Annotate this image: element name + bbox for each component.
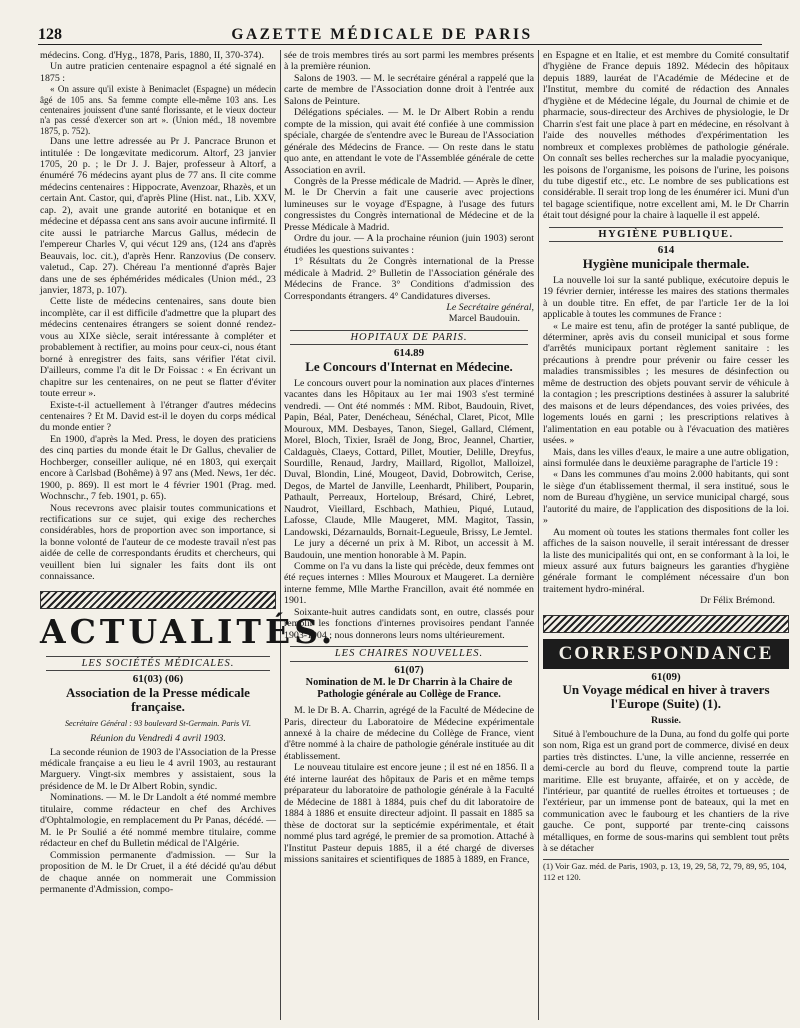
paragraph: Comme on l'a vu dans la liste qui précède, deux femmes ont été reçues internes : Mlles Mouroux et Maugeret. La dernière interne femme, Mlle Marthe Francillon, avait été nommée en 1901. (284, 561, 534, 607)
paragraph: Dans une lettre adressée au Pr J. Pancrace Brunon et intitulée : De longævitate medicorum. Altorf, 23 janvier 1705, 20 p. ; le Dr J. J. Bajer, professeur à Altorf, a énuméré 76 médecins ayant plus de 77 ans. Il cite comme médecins centenaires : Hippocrate, Avenzoar, Rhazès, et un certain Ant. Castor, qui, d'après Pline (Hist. nat., Lib. XXV, cap. 2), avait une grande autorité en botanique et en médecine et dépassa cent ans sans avoir aucune infirmité. Il cite aussi le patriarche Marcus Gallus, médecin de l'empereur Charles V, qui vécut 129 ans, (124 ans d'après Beauvais, loc. cit.), d'après Henr. Ranzovius (De conserv. valetud., Cap. 27). Chéreau l'a mentionné d'après Bajer dans une de ses éphémérides médicales (Union méd., 23 janvier, 1873, p. 107). (40, 136, 276, 296)
journal-title: GAZETTE MÉDICALE DE PARIS (231, 26, 533, 43)
article-number: 61(09) (651, 670, 681, 683)
ornamental-rule (543, 615, 789, 633)
paragraph: médecins. Cong. d'Hyg., 1878, Paris, 1880, II, 370-374). (40, 50, 264, 61)
paragraph: Soixante-huit autres candidats sont, en outre, classés pour remplir les fonctions d'internes provisoires pendant l'année 1903-1904 ; nous donnerons leurs noms ultérieurement. (284, 606, 534, 641)
paragraph: Nous recevrons avec plaisir toutes communications et rectifications sur ce sujet, qui exige des recherches considérables, hors de proportion avec son importance, si la bonne volonté de l'auteur de ce modeste travail n'est pas aidée de celle de correspondants érudits et chercheurs, qui veuillent bien lui signaler les faits dont ils ont connaissance. (40, 502, 276, 583)
paragraph: Congrès de la Presse médicale de Madrid. — Après le dîner, M. le Dr Chervin a fait une causerie avec projections lumineuses sur le voyage d'Espagne, à l'usage des futurs congressistes du Congrès international de Médecine et de la Presse Médicale à Madrid. (284, 175, 534, 233)
article-title: Le Concours d'Internat en Médecine. (305, 358, 513, 374)
footnote: (1) Voir Gaz. méd. de Paris, 1903, p. 13, 19, 29, 58, 72, 79, 89, 95, 104, 112 et 120. (543, 859, 789, 884)
section-heading: HOPITAUX DE PARIS. (290, 330, 528, 345)
paragraph: Le jury a décerné un prix à M. Ribot, un accessit à M. Baudouin, une mention honorable à M. Papin. (284, 538, 534, 561)
secretary-line: Secrétaire Général : 93 boulevard St-Germain. Paris VI. (64, 718, 252, 728)
ornamental-rule (40, 591, 276, 609)
paragraph: Cette liste de médecins centenaires, sans doute bien incomplète, car il est difficile d'admettre que la plupart des médecins centenaires étrangers se soient donné rendez-vous au XIXe siècle, serait intéressante à compléter et probablement à rectifier, au moins pour ceux-ci, nous étant borné à enregistrer des faits, sans vérifier l'état civil. D'ailleurs, comme l'a dit le Dr Foissac : « En écrivant un chapitre sur les centenaires, on ne peut se flatter d'éviter toute erreur ». (40, 296, 276, 400)
article-title: Hygiène municipale thermale. (582, 255, 750, 271)
paragraph: Commission permanente d'admission. — Sur la proposition de M. le Dr Cruet, il a été décidé qu'au début de chaque année on nommerait une Commission permanente d'Admission, compo- (40, 849, 276, 895)
article-title: Un Voyage médical en hiver à travers l'Europe (Suite) (1). (562, 682, 770, 712)
paragraph: Le concours ouvert pour la nomination aux places d'internes vacantes dans les Hôpitaux au 1er mai 1903 s'est terminé vendredi. — Ont été nommés : MM. Ribot, Baudouin, Rivet, Papin, Béal, Pater, Denécheau, Sénéchal, Claret, Picot, Mlle Mouroux, MM. Desbayes, Tanon, Siegel, Gallard, Clément, Morel, Bloch, Tixier, Israël de Jong, Broc, Jeannel, Chartier, Caldaguès, Claeys, Cottard, Pillet, Moutier, Delille, Dreyfus, Sourdille, Renaud, Jardry, Maillard, Rigollot, Malloizel, Duval, Blondin, Liné, Mougeot, David, Dobrowitch, Cerise, Degos, de Martel de Janville, Leenhardt, Philibert, Pouparin, Pathault, Perreaux, Horteloup, Brésard, Chiré, Lebret, Naudrot, Vieillard, Eschbach, Mathieu, Piqué, Lutaud, Lafosse, Claude, Mlle Maugeret, MM. Magitot, Tassin, Landowski, Dézarnaulds, Bornait-Legueule, Brissy, Le Jemtel. (284, 377, 534, 538)
paragraph: Un autre praticien centenaire espagnol a été signalé en 1875 : (40, 61, 276, 84)
article-number: 61(07) (394, 663, 424, 676)
page-header (38, 24, 762, 45)
column-1 (40, 50, 337, 1020)
paragraph: La nouvelle loi sur la santé publique, exécutoire depuis le 19 février dernier, intéresse les maires des stations thermales à un double titre. En effet, de par l'article 1er de la loi applicable à toutes les communes de France : (543, 274, 789, 321)
paragraph: Salons de 1903. — M. le secrétaire général a rappelé que la carte de membre de l'Association donne droit à l'entrée aux Salons de Peinture. (284, 72, 534, 107)
paragraph: Nominations. — M. le Dr Landolt a été nommé membre titulaire, comme rédacteur en chef des Archives d'Ophtalmologie, en remplacement du Pr Panas, décédé. — M. le Pr Soulié a été nommé membre titulaire, comme rédacteur en chef du Bulletin médical de l'Algérie. (40, 792, 276, 850)
paragraph: Existe-t-il actuellement à l'étranger d'autres médecins centenaires ? Et M. David est-il le doyen du corps médical du monde entier ? (40, 399, 276, 434)
article-subheading: Russie. (651, 715, 681, 727)
page-number: 128 (38, 26, 62, 43)
column-2 (284, 50, 534, 1020)
section-heading: LES CHAIRES NOUVELLES. (290, 646, 528, 661)
correspondance-banner: CORRESPONDANCE (543, 639, 789, 669)
paragraph: sée de trois membres tirés au sort parmi les membres présents à la première réunion. (284, 50, 534, 73)
article-number: 614 (657, 244, 675, 257)
column-3 (543, 50, 789, 1020)
section-heading: HYGIÈNE PUBLIQUE. (549, 227, 783, 242)
signature: Dr Félix Brémond. (700, 595, 775, 607)
paragraph: M. le Dr B. A. Charrin, agrégé de la Faculté de Médecine de Paris, directeur du Laboratoire de Médecine expérimentale annexé à la chaire de médecine du Collège de France, vient d'être nommé à la chaire de pathologie générale instituée au dit établissement. (284, 705, 534, 762)
paragraph: en Espagne et en Italie, et est membre du Comité consultatif d'hygiène de France depuis 1892. Médecin des hôpitaux depuis 1889, lauréat de l'Académie de Médecine et de l'Institut, membre du comité de rédaction des Annales d'hygiène et de Médecine légale, du Journal de chimie et de pharmacie, sous-directeur des Archives de physiologie, le Dr Charrin s'est fait une place à part en médecine, en résolvant à l'aide des nouvelles méthodes d'expérimentation les nombreux et complexes problèmes de pathologie générale. On connaît ses belles recherches sur la maladie pyocyanique, les poisons de l'organisme, les poisons de l'urine, les poisons du tube digestif etc., etc. Le nombre de ses publications est considérable. Il serait trop long de les énumérer ici. Muni d'un tel bagage scientifique, notre excellent ami, M. le Dr Charrin était tout désigné pour la chaire à laquelle il est appelé. (543, 50, 789, 222)
meeting-date: Réunion du Vendredi 4 avril 1903. (90, 733, 226, 745)
paragraph: Ordre du jour. — A la prochaine réunion (juin 1903) seront étudiées les questions suivantes : (284, 233, 534, 256)
paragraph: La seconde réunion de 1903 de l'Association de la Presse médicale française a eu lieu le 4 avril 1903, au restaurant Marguery. Vingt-six membres y assistaient, sous la présidence de M. le Dr Albert Robin, syndic. (40, 746, 276, 792)
paragraph: Au moment où toutes les stations thermales font coller les affiches de la saison nouvelle, il serait intéressant de dresser la liste des municipalités qui ont, en se conformant à la loi, le mieux assuré aux futurs baigneurs les garanties d'hygiène générale formant le complément nécessaire d'un bon traitement hydro-minéral. (543, 526, 789, 595)
paragraph: « Le maire est tenu, afin de protéger la santé publique, de déterminer, après avis du conseil municipal et sous forme d'arrêtés municipaux portant règlement sanitaire : les précautions à prendre pour prévenir ou faire cesser les maladies transmissibles ; les mesures de désinfection ou même de destruction des objets pouvant servir de véhicule à la contagion ; les prescriptions destinées à assurer la salubrité des maisons et de leurs dépendances, des voies privées, des logements loués en garni ; les prescriptions relatives à l'alimentation en eau potable ou à l'évacuation des matières usées. » (543, 320, 789, 447)
article-number: 61(03) (06) (132, 673, 184, 686)
paragraph: Le nouveau titulaire est encore jeune ; il est né en 1856. Il a été interne lauréat des hôpitaux de Paris et en même temps préparateur du laboratoire de pathologie générale à la Faculté de Médecine de 1881 à 1884, puis chef du dit laboratoire de 1884 à 1886 et ensuite directeur adjoint. Il passait en 1885 sa thèse de doctorat sur la septicémie expérimentale, et était nommé plus tard agrégé, le premier de sa promotion. Attaché à l'Institut Pasteur depuis 1885, il a été chargé de diverses missions sanitaires et scientifiques de 1885 à 1889, en France, (284, 762, 534, 865)
paragraph: « Dans les communes d'au moins 2.000 habitants, qui sont le siège d'un établissement thermal, il sera institué, sous le nom de Bureau d'hygiène, un service municipal chargé, sous l'autorité du maire, de l'application des dispositions de la loi. » (543, 469, 789, 527)
article-number: 614.89 (393, 347, 425, 360)
paragraph: En 1900, d'après la Med. Press, le doyen des praticiens des cinq parties du monde était le Dr Gallus, chevalier de Hochberger, conseiller aulique, né en 1803, qui exerçait encore à Carlsbad (Bohême) à 97 ans (Med. News, 1er déc. 1900, p. 869). Il est mort le 4 février 1901 (Prag. med. Wochnschr., 7 feb. 1901, p. 65). (40, 433, 276, 503)
paragraph: Délégations spéciales. — M. le Dr Albert Robin a rendu compte de la mission, qui avait été confiée à une commission spéciale, chargée de s'entendre avec le Bureau de l'Association générale des Médecins de France. — On reste dans le statu quo ante, en attendant le vote de l'Assemblée générale de cette Association en avril. (284, 107, 534, 176)
article-title: Association de la Presse médicale française. (66, 684, 250, 714)
actualites-banner: ACTUALITÉS. (40, 611, 337, 651)
column-divider (280, 50, 281, 1020)
paragraph: Mais, dans les villes d'eaux, le maire a une autre obligation, ainsi formulée dans le deuxième paragraphe de l'article 19 : (543, 446, 789, 469)
signature-title: Le Secrétaire général, (446, 301, 534, 313)
paragraph: Situé à l'embouchure de la Duna, au fond du golfe qui porte son nom, Riga est un grand port de commerce, divisé en deux parties très distinctes. L'une, la ville ancienne, resserrée en demi-cercle au bord du fleuve, comprend toute la partie maritime. Elle est bruyante, affairée, et on y accède, de l'intérieur, par quantité de ruelles étroites et tortueuses ; de l'extérieur, par un immense pont de bateaux, qui la met en communication avec le faubourg et les chantiers de la rive gauche. Ce pont, supporté par trente-cinq caissons métalliques, en forme de sous-marins qui semblent tout prêts à se détacher (543, 728, 789, 855)
column-divider (538, 50, 539, 1020)
quote-paragraph: « On assure qu'il existe à Benimaclet (Espagne) un médecin âgé de 105 ans. Sa femme compte elle-même 103 ans. Les centenaires jouissent d'une santé florissante, et le vieux docteur n'a pas cessé d'exercer son art ». (Union méd., 18 novembre 1875, p. 752). (40, 84, 276, 136)
paragraph: 1° Résultats du 2e Congrès international de la Presse médicale à Madrid. 2° Bulletin de l'Association générale des Médecins de France. 3° Conditions d'admission des Correspondants étrangers. 4° Candidatures diverses. (284, 256, 534, 302)
article-title: Nomination de M. le Dr Charrin à la Chaire de Pathologie générale au Collège de France. (305, 677, 513, 700)
signature-name: Marcel Baudouin. (448, 313, 520, 325)
section-heading: LES SOCIÉTÉS MÉDICALES. (46, 656, 270, 671)
